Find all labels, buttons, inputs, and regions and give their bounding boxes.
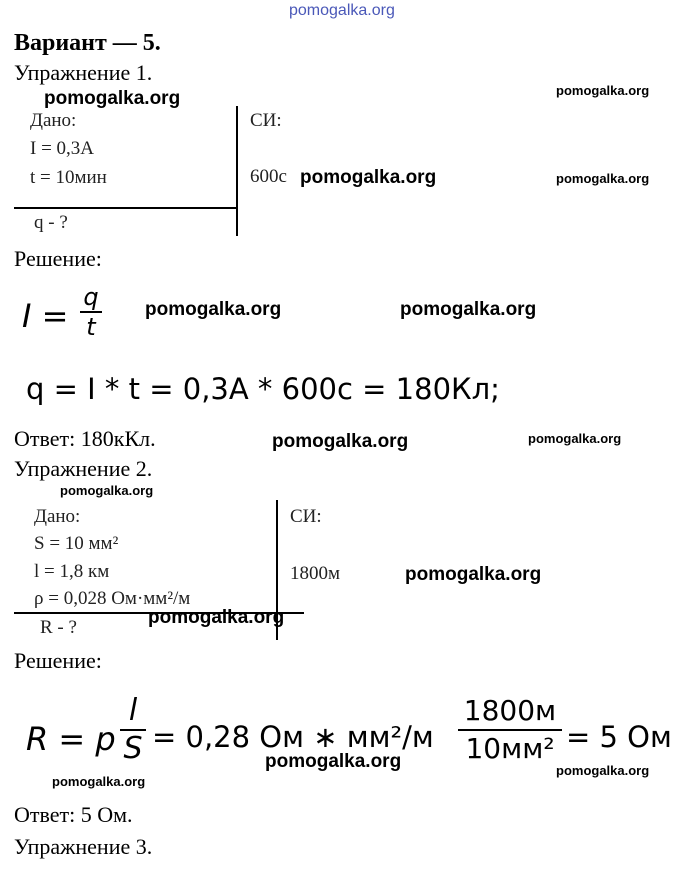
ex2-formula-rhs: = 5 Ом — [566, 720, 672, 754]
exercise1-heading: Упражнение 1. — [14, 60, 153, 85]
exercise3-heading: Упражнение 3. — [14, 834, 153, 859]
watermark: pomogalka.org — [148, 607, 285, 628]
ex1-formula-lhs: I = — [22, 297, 69, 335]
ex1-given-label: Дано: — [30, 110, 77, 131]
fraction-bar — [458, 729, 562, 731]
watermark: pomogalka.org — [289, 2, 395, 19]
ex2-formula-lhs: R = p — [26, 720, 116, 758]
ex1-given-line: I = 0,3А — [30, 138, 95, 159]
watermark: pomogalka.org — [60, 483, 154, 498]
ex2-formula-frac1-denominator: S — [123, 731, 143, 766]
watermark: pomogalka.org — [405, 564, 542, 585]
watermark: pomogalka.org — [528, 431, 622, 446]
ex1-formula-denominator: t — [86, 313, 96, 341]
ex1-calculation: q = I * t = 0,3А * 600с = 180Кл; — [26, 372, 500, 406]
ex2-formula-middle: = 0,28 Ом ∗ мм²/м — [152, 720, 434, 754]
ex2-solution-label: Решение: — [14, 648, 102, 673]
ex2-formula-frac2-denominator: 10мм² — [465, 732, 555, 765]
watermark: pomogalka.org — [556, 171, 650, 186]
watermark: pomogalka.org — [265, 751, 402, 772]
ex1-formula-numerator: q — [83, 283, 99, 311]
ex2-formula-frac1-numerator: l — [128, 693, 138, 728]
ex1-find: q - ? — [34, 212, 68, 233]
ex2-si-value: 1800м — [290, 563, 341, 584]
ex2-formula-frac2-numerator: 1800м — [463, 694, 557, 727]
watermark: pomogalka.org — [52, 774, 146, 789]
watermark: pomogalka.org — [300, 167, 437, 188]
ex2-given-line: S = 10 мм² — [34, 533, 119, 554]
watermark: pomogalka.org — [44, 88, 181, 109]
watermark: pomogalka.org — [556, 763, 650, 778]
ex1-answer: Ответ: 180кКл. — [14, 426, 156, 451]
watermark: pomogalka.org — [272, 431, 409, 452]
ex2-given-line: l = 1,8 км — [34, 561, 110, 582]
exercise2-heading: Упражнение 2. — [14, 456, 153, 481]
ex1-solution-label: Решение: — [14, 246, 102, 271]
given-divider-horizontal — [14, 207, 236, 209]
ex2-given-line: ρ = 0,028 Ом·мм²/м — [34, 588, 191, 609]
watermark: pomogalka.org — [145, 299, 282, 320]
ex1-given-line: t = 10мин — [30, 167, 107, 188]
page-title: Вариант — 5. — [14, 30, 161, 56]
ex2-si-label: СИ: — [290, 506, 322, 527]
watermark: pomogalka.org — [556, 83, 650, 98]
ex1-si-label: СИ: — [250, 110, 282, 131]
ex1-si-value: 600с — [250, 166, 287, 187]
watermark: pomogalka.org — [400, 299, 537, 320]
ex2-answer: Ответ: 5 Ом. — [14, 802, 133, 827]
ex2-find: R - ? — [40, 617, 77, 638]
given-divider-vertical — [236, 106, 238, 236]
ex2-given-label: Дано: — [34, 506, 81, 527]
